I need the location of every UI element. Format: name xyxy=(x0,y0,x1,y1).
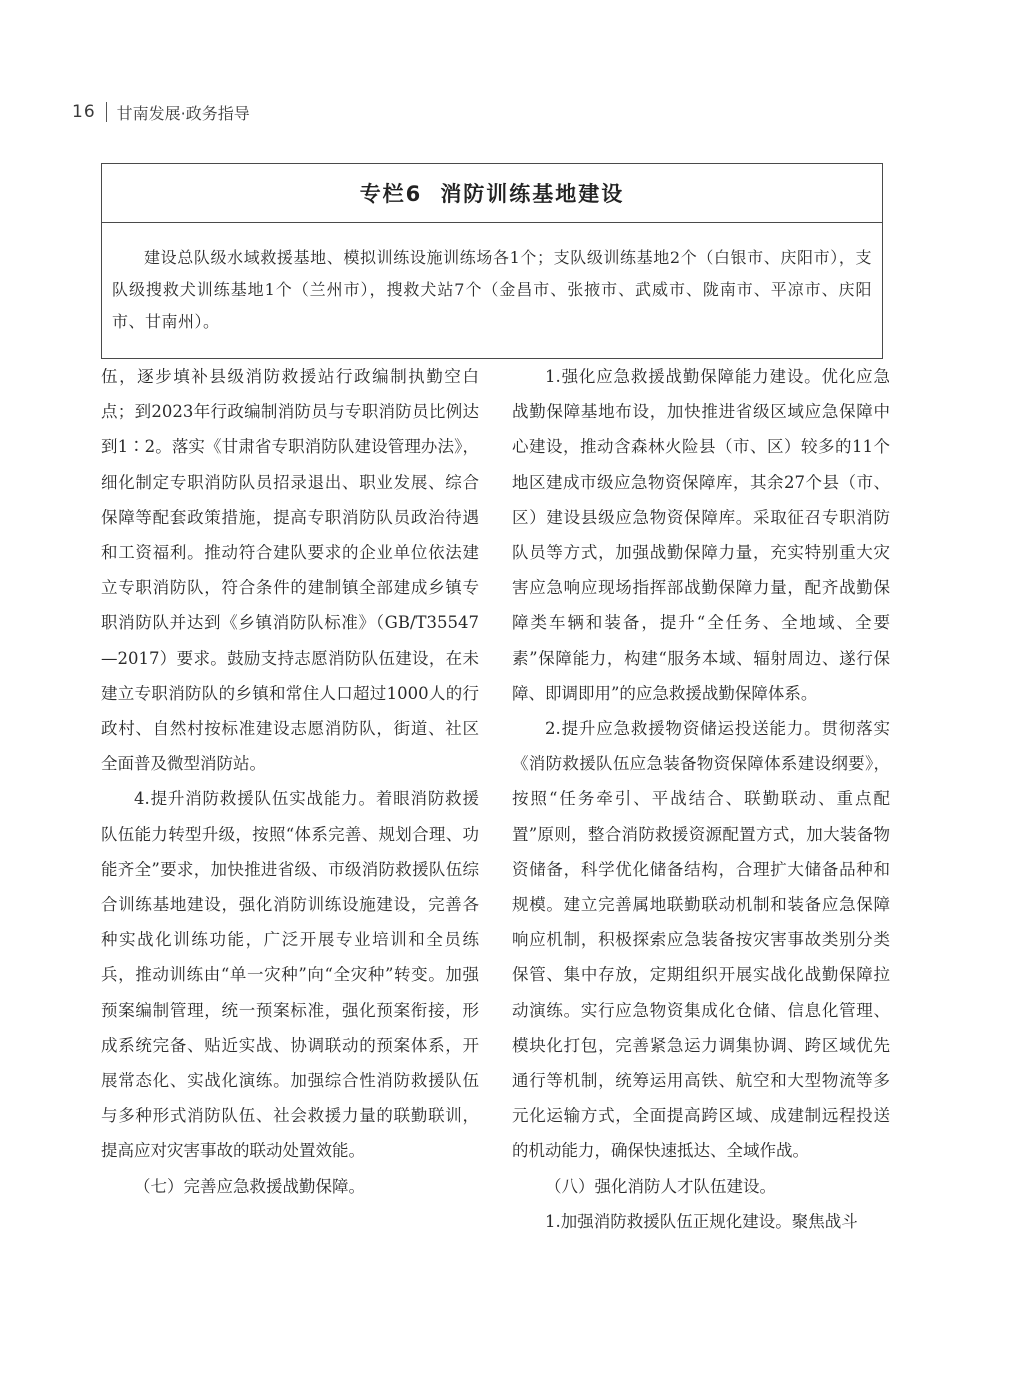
paragraph: 2.提升应急救援物资储运投送能力。贯彻落实《消防救援队伍应急装备物资保障体系建设纲要》，按照“任务牵引、平战结合、联勤联动、重点配置”原则，整合消防救援资源配置方式，加大装备物资储备，科学优化储备结构，合理扩大储备品种和规模。建立完善属地联勤联动机制和装备应急保障响应机制，积极探索应急装备按灾害事故类别分类保管、集中存放，定期组织开展实战化战勤保障拉动演练。实行应急物资集成化仓储、信息化管理、模块化打包，完善紧急运力调集协调、跨区域优先通行等机制，统筹运用高铁、航空和大型物流等多元化运输方式，全面提高跨区域、成建制远程投送的机动能力，确保快速抵达、全域作战。 xyxy=(512,719,890,1161)
paragraph: 1.强化应急救援战勤保障能力建设。优化应急战勤保障基地布设，加快推进省级区域应急保障中心建设，推动含森林火险县（市、区）较多的11个地区建成市级应急物资保障库，其余27个县（市、区）建设县级应急物资保障库。采取征召专职消防队员等方式，加强战勤保障力量，充实特别重大灾害应急响应现场指挥部战勤保障力量，配齐战勤保障类车辆和装备，提升“全任务、全地域、全要素”保障能力，构建“服务本域、辐射周边、遂行保障、即调即用”的应急救援战勤保障体系。 xyxy=(512,367,890,703)
feature-box-title-bar xyxy=(102,164,882,223)
paragraph: 1.加强消防救援队伍正规化建设。聚焦战斗 xyxy=(545,1211,858,1231)
page-number: 16 xyxy=(72,102,96,122)
feature-box-body: 建设总队级水域救援基地、模拟训练设施训练场各1个；支队级训练基地2个（白银市、庆阳市），支队级搜救犬训练基地1个（兰州市），搜救犬站7个（金昌市、张掖市、武威市、陇南市、平凉市、庆阳市、甘南州）。 xyxy=(112,248,872,331)
header-divider xyxy=(106,102,107,122)
feature-box-title: 消防训练基地建设 xyxy=(440,182,625,206)
right-column xyxy=(512,359,890,1239)
paragraph: 伍，逐步填补县级消防救援站行政编制执勤空白点；到2023年行政编制消防员与专职消防员比例达到1∶2。落实《甘肃省专职消防队建设管理办法》，细化制定专职消防队员招录退出、职业发展、综合保障等配套政策措施，提高专职消防队员政治待遇和工资福利。推动符合建队要求的企业单位依法建立专职消防队，符合条件的建制镇全部建成乡镇专职消防队并达到《乡镇消防队标准》（GB/T35547—2017）要求。鼓励支持志愿消防队伍建设，在未建立专职消防队的乡镇和常住人口超过1000人的行政村、自然村按标准建设志愿消防队，街道、社区全面普及微型消防站。 xyxy=(101,367,479,774)
paragraph: 4.提升消防救援队伍实战能力。着眼消防救援队伍能力转型升级，按照“体系完善、规划合理、功能齐全”要求，加快推进省级、市级消防救援队伍综合训练基地建设，强化消防训练设施建设，完善各种实战化训练功能，广泛开展专业培训和全员练兵，推动训练由“单一灾种”向“全灾种”转变。加强预案编制管理，统一预案标准，强化预案衔接，形成系统完备、贴近实战、协调联动的预案体系，开展常态化、实战化演练。加强综合性消防救援队伍与多种形式消防队伍、社会救援力量的联勤联训，提高应对灾害事故的联动处置效能。 xyxy=(101,789,479,1161)
feature-box-label: 专栏6 xyxy=(359,182,423,206)
feature-box xyxy=(101,163,883,359)
section-heading: （七）完善应急救援战勤保障。 xyxy=(134,1176,365,1196)
running-header xyxy=(72,100,250,124)
section-heading: （八）强化消防人才队伍建设。 xyxy=(545,1176,776,1196)
left-column xyxy=(101,359,479,1204)
publication-title: 甘南发展·政务指导 xyxy=(116,103,250,123)
